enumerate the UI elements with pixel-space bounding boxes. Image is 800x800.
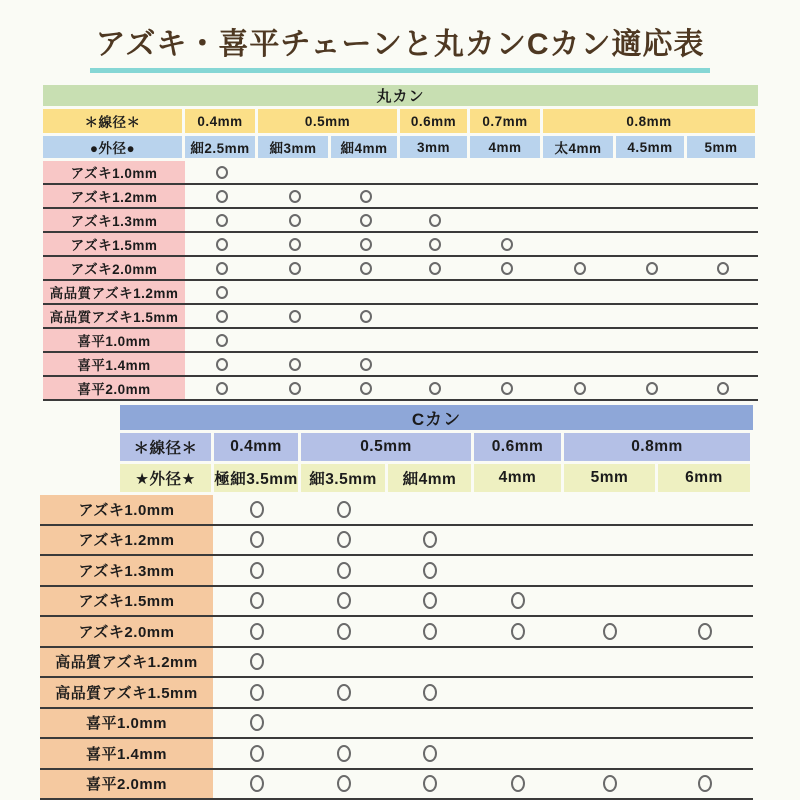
compat-circle-icon (423, 684, 437, 701)
compat-circle-icon (337, 531, 351, 548)
compat-cell (657, 556, 752, 585)
table-row (40, 678, 753, 709)
compat-circle-icon (289, 310, 301, 323)
compat-cell (213, 770, 300, 799)
compat-cell (300, 709, 387, 738)
outer-diameter-cell: 3mm (400, 136, 470, 158)
outer-diameter-row (43, 136, 758, 158)
compat-cell (543, 329, 616, 351)
compat-cell (213, 556, 300, 585)
outer-diameter-label: ★外径★ (120, 464, 214, 492)
compat-circle-icon (511, 623, 525, 640)
compat-cell (400, 185, 470, 207)
compat-cell (470, 305, 543, 327)
compat-circle-icon (574, 382, 586, 395)
compat-cell (687, 257, 758, 279)
compat-cell (473, 526, 563, 555)
compat-cell (657, 770, 752, 799)
compat-circle-icon (574, 262, 586, 275)
compat-cell (331, 161, 400, 183)
compat-cell (543, 305, 616, 327)
compat-cell (543, 161, 616, 183)
compat-cell (470, 209, 543, 231)
compat-cell (387, 526, 473, 555)
compat-cell (616, 377, 687, 399)
compat-circle-icon (289, 190, 301, 203)
row-label: アズキ1.5mm (43, 233, 185, 255)
compat-cell (300, 526, 387, 555)
wire-diameter-label: ＊線径＊ (43, 109, 185, 133)
compat-cell (331, 257, 400, 279)
compat-cell (185, 329, 258, 351)
compat-circle-icon (360, 310, 372, 323)
row-label: 喜平1.0mm (43, 329, 185, 351)
compat-cell (258, 305, 331, 327)
table-body (40, 495, 753, 800)
compat-cell (387, 739, 473, 768)
compat-circle-icon (423, 592, 437, 609)
compat-cell (543, 185, 616, 207)
wire-diameter-label: ＊線径＊ (120, 433, 214, 461)
row-label: 喜平1.0mm (40, 709, 213, 738)
compat-cell (616, 161, 687, 183)
compat-cell (563, 709, 657, 738)
compat-circle-icon (511, 592, 525, 609)
ckan-compatibility-table (40, 405, 753, 800)
compat-cell (470, 377, 543, 399)
outer-diameter-cell: 5mm (564, 464, 658, 492)
compat-circle-icon (337, 562, 351, 579)
compat-cell (473, 617, 563, 646)
compat-circle-icon (216, 358, 228, 371)
compat-cell (470, 257, 543, 279)
compat-cell (258, 257, 331, 279)
compat-cell (563, 526, 657, 555)
wire-diameter-row (120, 433, 753, 461)
compat-cell (331, 353, 400, 375)
outer-diameter-cell: 4mm (470, 136, 543, 158)
compat-cell (387, 648, 473, 677)
compat-cell (258, 233, 331, 255)
compat-cell (387, 678, 473, 707)
compat-cell (687, 185, 758, 207)
compat-cell (300, 617, 387, 646)
table-row (43, 161, 758, 185)
compat-cell (470, 329, 543, 351)
row-label: アズキ2.0mm (40, 617, 213, 646)
compat-circle-icon (250, 745, 264, 762)
compat-cell (213, 709, 300, 738)
compat-circle-icon (250, 501, 264, 518)
table-row (43, 281, 758, 305)
row-label: 喜平1.4mm (40, 739, 213, 768)
wire-diameter-row (43, 109, 758, 133)
compat-circle-icon (429, 214, 441, 227)
compat-circle-icon (216, 166, 228, 179)
compat-circle-icon (646, 382, 658, 395)
compat-cell (185, 305, 258, 327)
compat-cell (185, 257, 258, 279)
compat-cell (258, 281, 331, 303)
compat-circle-icon (250, 684, 264, 701)
outer-diameter-cell: 4.5mm (616, 136, 687, 158)
compat-cell (185, 377, 258, 399)
compat-cell (300, 587, 387, 616)
compat-cell (300, 770, 387, 799)
compat-cell (387, 495, 473, 524)
compat-cell (258, 329, 331, 351)
table-row (40, 587, 753, 618)
compat-cell (387, 556, 473, 585)
outer-diameter-cell: 細3.5mm (301, 464, 388, 492)
compat-circle-icon (216, 262, 228, 275)
compat-cell (213, 495, 300, 524)
row-label: アズキ1.2mm (43, 185, 185, 207)
compat-circle-icon (429, 382, 441, 395)
outer-diameter-row (120, 464, 753, 492)
compat-circle-icon (360, 262, 372, 275)
compat-cell (300, 678, 387, 707)
compat-cell (687, 305, 758, 327)
compat-circle-icon (717, 382, 729, 395)
compat-circle-icon (423, 623, 437, 640)
compat-cell (563, 617, 657, 646)
wire-diameter-cell: 0.4mm (185, 109, 258, 133)
compat-cell (185, 209, 258, 231)
page-title: アズキ・喜平チェーンと丸カンCカン適応表 (90, 19, 711, 73)
compat-circle-icon (250, 775, 264, 792)
table-row (43, 233, 758, 257)
compat-circle-icon (360, 382, 372, 395)
compat-cell (543, 281, 616, 303)
compat-cell (213, 526, 300, 555)
compat-circle-icon (429, 262, 441, 275)
row-label: アズキ1.0mm (43, 161, 185, 183)
compat-circle-icon (289, 238, 301, 251)
compat-circle-icon (511, 775, 525, 792)
wire-diameter-cell: 0.5mm (301, 433, 474, 461)
compat-cell (258, 377, 331, 399)
row-label: 高品質アズキ1.2mm (43, 281, 185, 303)
compat-cell (400, 329, 470, 351)
compat-circle-icon (429, 238, 441, 251)
compat-cell (400, 305, 470, 327)
compat-circle-icon (337, 775, 351, 792)
compat-cell (400, 377, 470, 399)
wire-diameter-cell: 0.8mm (564, 433, 753, 461)
compat-cell (300, 648, 387, 677)
compat-circle-icon (289, 214, 301, 227)
compat-cell (470, 185, 543, 207)
compat-cell (473, 587, 563, 616)
compat-cell (331, 185, 400, 207)
compat-cell (258, 161, 331, 183)
compat-cell (616, 209, 687, 231)
compat-circle-icon (216, 214, 228, 227)
compat-cell (473, 648, 563, 677)
compat-cell (473, 556, 563, 585)
table-row (43, 377, 758, 401)
compat-circle-icon (717, 262, 729, 275)
table-title-band: 丸カン (43, 85, 758, 106)
compat-cell (543, 377, 616, 399)
compat-cell (543, 233, 616, 255)
compat-circle-icon (646, 262, 658, 275)
row-label: 高品質アズキ1.2mm (40, 648, 213, 677)
compat-cell (473, 709, 563, 738)
compat-cell (185, 185, 258, 207)
compat-cell (258, 209, 331, 231)
table-row (43, 329, 758, 353)
table-row (40, 770, 753, 800)
compat-cell (616, 353, 687, 375)
compat-cell (387, 587, 473, 616)
compat-cell (387, 709, 473, 738)
table-row (40, 526, 753, 557)
compat-cell (213, 587, 300, 616)
compat-cell (473, 678, 563, 707)
row-label: 喜平1.4mm (43, 353, 185, 375)
compat-cell (616, 185, 687, 207)
row-label: 高品質アズキ1.5mm (40, 678, 213, 707)
compat-circle-icon (250, 531, 264, 548)
compat-circle-icon (250, 653, 264, 670)
wire-diameter-cell: 0.6mm (400, 109, 470, 133)
compat-cell (657, 495, 752, 524)
outer-diameter-cell: 極細3.5mm (214, 464, 301, 492)
row-label: アズキ1.3mm (43, 209, 185, 231)
compat-cell (616, 281, 687, 303)
compat-cell (657, 587, 752, 616)
compat-circle-icon (360, 190, 372, 203)
compat-cell (563, 495, 657, 524)
table-row (40, 617, 753, 648)
compat-cell (331, 281, 400, 303)
wire-diameter-cell: 0.6mm (474, 433, 564, 461)
compat-cell (213, 648, 300, 677)
outer-diameter-cell: 細3mm (258, 136, 331, 158)
compat-cell (258, 185, 331, 207)
compat-cell (563, 648, 657, 677)
table-title-band: Cカン (120, 405, 753, 430)
compat-cell (563, 739, 657, 768)
compat-cell (300, 495, 387, 524)
compat-cell (543, 257, 616, 279)
compat-cell (387, 770, 473, 799)
compat-circle-icon (216, 334, 228, 347)
compat-circle-icon (360, 238, 372, 251)
compat-cell (657, 648, 752, 677)
outer-diameter-cell: 太4mm (543, 136, 616, 158)
compat-cell (185, 353, 258, 375)
outer-diameter-label: ●外径● (43, 136, 185, 158)
compat-cell (657, 739, 752, 768)
compat-cell (563, 556, 657, 585)
row-label: アズキ1.2mm (40, 526, 213, 555)
compat-cell (185, 161, 258, 183)
compat-cell (213, 617, 300, 646)
compat-circle-icon (250, 562, 264, 579)
table-row (40, 495, 753, 526)
compat-circle-icon (423, 531, 437, 548)
compat-cell (331, 329, 400, 351)
compat-circle-icon (603, 623, 617, 640)
table-row (43, 185, 758, 209)
compat-cell (473, 739, 563, 768)
compat-cell (687, 161, 758, 183)
compat-cell (300, 739, 387, 768)
outer-diameter-cell: 5mm (687, 136, 758, 158)
table-row (43, 305, 758, 329)
compat-cell (387, 617, 473, 646)
wire-diameter-cell: 0.7mm (470, 109, 543, 133)
compat-cell (657, 709, 752, 738)
compat-cell (185, 233, 258, 255)
compat-cell (687, 233, 758, 255)
compat-circle-icon (698, 623, 712, 640)
compat-circle-icon (216, 190, 228, 203)
wire-diameter-cell: 0.5mm (258, 109, 400, 133)
compat-cell (543, 353, 616, 375)
compat-cell (185, 281, 258, 303)
compat-cell (470, 161, 543, 183)
outer-diameter-cell: 細4mm (388, 464, 474, 492)
compat-cell (400, 161, 470, 183)
compat-cell (400, 281, 470, 303)
table-body (43, 161, 758, 401)
compat-cell (687, 209, 758, 231)
compat-circle-icon (216, 238, 228, 251)
compat-circle-icon (501, 238, 513, 251)
compat-cell (616, 233, 687, 255)
compat-circle-icon (250, 592, 264, 609)
row-label: 喜平2.0mm (43, 377, 185, 399)
outer-diameter-cell: 細2.5mm (185, 136, 258, 158)
compat-cell (470, 233, 543, 255)
wire-diameter-cell: 0.4mm (214, 433, 301, 461)
marukan-compatibility-table (43, 85, 758, 401)
compat-cell (616, 257, 687, 279)
table-row (43, 353, 758, 377)
compat-circle-icon (603, 775, 617, 792)
compat-cell (470, 281, 543, 303)
compat-cell (687, 377, 758, 399)
outer-diameter-cell: 細4mm (331, 136, 400, 158)
compat-circle-icon (337, 623, 351, 640)
compat-cell (657, 678, 752, 707)
compat-cell (400, 233, 470, 255)
compat-cell (687, 353, 758, 375)
compat-circle-icon (337, 745, 351, 762)
row-label: 喜平2.0mm (40, 770, 213, 799)
compat-cell (213, 678, 300, 707)
compat-cell (400, 209, 470, 231)
compat-circle-icon (250, 623, 264, 640)
compat-circle-icon (360, 358, 372, 371)
table-row (40, 648, 753, 679)
compat-cell (400, 257, 470, 279)
compat-circle-icon (501, 382, 513, 395)
compat-circle-icon (337, 592, 351, 609)
compat-circle-icon (289, 382, 301, 395)
table-row (43, 209, 758, 233)
table-row (40, 709, 753, 740)
compat-cell (563, 770, 657, 799)
compat-cell (258, 353, 331, 375)
compat-circle-icon (250, 714, 264, 731)
compat-cell (687, 281, 758, 303)
compat-cell (300, 556, 387, 585)
compat-cell (616, 329, 687, 351)
row-label: アズキ1.0mm (40, 495, 213, 524)
title-wrap (0, 19, 800, 73)
compat-cell (470, 353, 543, 375)
compat-circle-icon (289, 358, 301, 371)
row-label: アズキ2.0mm (43, 257, 185, 279)
compat-circle-icon (423, 562, 437, 579)
table-row (40, 556, 753, 587)
outer-diameter-cell: 4mm (474, 464, 564, 492)
compat-circle-icon (501, 262, 513, 275)
compat-cell (657, 617, 752, 646)
table-row (43, 257, 758, 281)
compat-circle-icon (289, 262, 301, 275)
compat-circle-icon (216, 382, 228, 395)
row-label: 高品質アズキ1.5mm (43, 305, 185, 327)
outer-diameter-cell: 6mm (658, 464, 753, 492)
compat-circle-icon (360, 214, 372, 227)
compat-cell (331, 377, 400, 399)
compat-cell (400, 353, 470, 375)
compat-circle-icon (698, 775, 712, 792)
compat-circle-icon (423, 745, 437, 762)
compat-cell (331, 233, 400, 255)
row-label: アズキ1.3mm (40, 556, 213, 585)
compat-cell (563, 587, 657, 616)
compat-cell (687, 329, 758, 351)
compat-cell (213, 739, 300, 768)
compat-circle-icon (337, 684, 351, 701)
compat-circle-icon (216, 310, 228, 323)
compat-cell (543, 209, 616, 231)
compat-circle-icon (423, 775, 437, 792)
table-row (40, 739, 753, 770)
row-label: アズキ1.5mm (40, 587, 213, 616)
wire-diameter-cell: 0.8mm (543, 109, 758, 133)
compat-cell (331, 209, 400, 231)
compat-cell (473, 495, 563, 524)
compat-cell (616, 305, 687, 327)
compat-cell (563, 678, 657, 707)
compat-cell (473, 770, 563, 799)
compat-circle-icon (337, 501, 351, 518)
compat-circle-icon (216, 286, 228, 299)
compat-cell (657, 526, 752, 555)
compat-cell (331, 305, 400, 327)
